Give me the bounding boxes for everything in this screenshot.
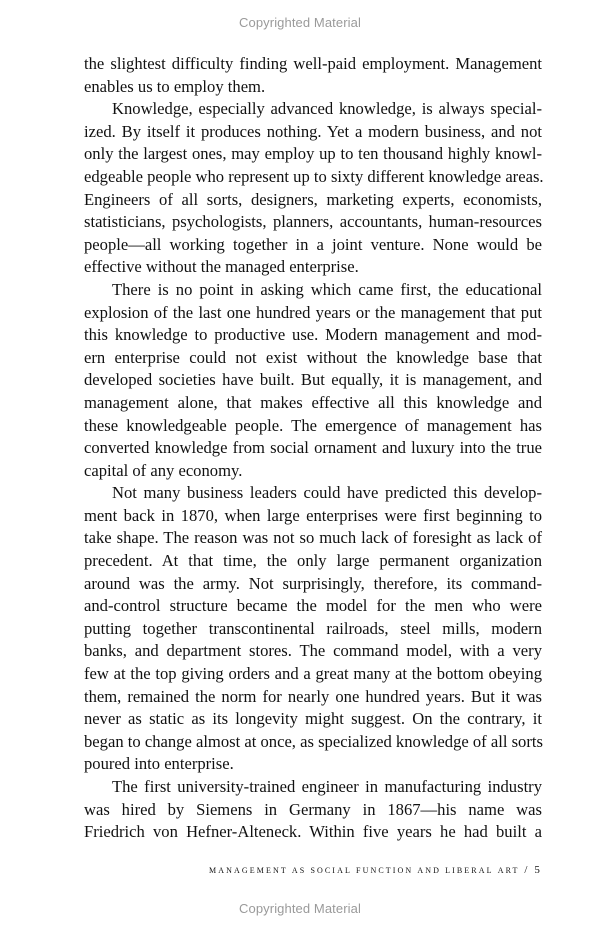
text-line: people—all working together in a joint venture. None would be [84, 234, 542, 254]
footer-separator: / [524, 864, 530, 876]
text-line: was hired by Siemens in Germany in 1867—his name was [84, 799, 542, 819]
text-line: developed societies have built. But equally, it is management, and [84, 370, 542, 390]
text-line: take shape. The reason was not so much lack of foresight as lack of [84, 528, 542, 548]
footer-book-section-title: management as social function and liberal art [209, 864, 520, 876]
text-line: explosion of the last one hundred years or the management that put [84, 302, 542, 322]
text-line: this knowledge to productive use. Modern management and mod- [84, 325, 542, 345]
text-line: ment back in 1870, when large enterprises were first beginning to [84, 505, 542, 525]
text-line: and-control structure became the model for the men who were [84, 596, 542, 616]
text-line: around was the army. Not surprisingly, therefore, its command- [84, 573, 542, 593]
paragraph-first-line: Knowledge, especially advanced knowledge, is always special- [112, 99, 542, 119]
text-line: Friedrich von Hefner-Alteneck. Within five years he had built a [84, 822, 542, 842]
text-line: ized. By itself it produces nothing. Yet a modern business, and not [84, 121, 542, 141]
text-line: never as static as its longevity might suggest. On the contrary, it [84, 709, 542, 729]
text-line: precedent. At that time, the only large permanent organization [84, 551, 542, 571]
page-number: 5 [534, 864, 542, 876]
text-line: converted knowledge from social ornament and luxury into the true [84, 438, 542, 458]
copyright-watermark-bottom: Copyrighted Material [239, 901, 361, 916]
running-footer [80, 864, 542, 876]
text-line: statisticians, psychologists, planners, accountants, human-resources [84, 212, 542, 232]
copyright-watermark-top: Copyrighted Material [239, 15, 361, 30]
text-line: Engineers of all sorts, designers, marketing experts, economists, [84, 189, 542, 209]
text-line: enables us to employ them. [84, 76, 266, 96]
text-line: ern enterprise could not exist without the knowledge base that [84, 347, 542, 367]
text-line: putting together transcontinental railroads, steel mills, modern [84, 618, 542, 638]
text-line: capital of any economy. [84, 460, 243, 480]
text-line: few at the top giving orders and a great many at the bottom obeying [84, 664, 542, 684]
page-body-text [84, 53, 542, 844]
text-line: management alone, that makes effective all this knowledge and [84, 392, 542, 412]
paragraph-first-line: The first university-trained engineer in manufacturing industry [112, 777, 542, 796]
text-line: these knowledgeable people. The emergence of management has [84, 415, 542, 435]
text-line: edgeable people who represent up to sixty different knowledge areas. [84, 166, 544, 186]
text-line: effective without the managed enterprise. [84, 257, 359, 277]
text-line: began to change almost at once, as specialized knowledge of all sorts [84, 731, 543, 751]
text-line: them, remained the norm for nearly one hundred years. But it was [84, 686, 542, 706]
text-line: banks, and department stores. The command model, with a very [84, 641, 542, 661]
text-line: only the largest ones, may employ up to ten thousand highly knowl- [84, 144, 542, 164]
text-line: poured into enterprise. [84, 754, 234, 774]
paragraph-first-line: There is no point in asking which came first, the educational [112, 279, 542, 299]
paragraph-first-line: Not many business leaders could have predicted this develop- [112, 483, 542, 503]
text-line: the slightest difficulty finding well-paid employment. Management [84, 54, 542, 73]
